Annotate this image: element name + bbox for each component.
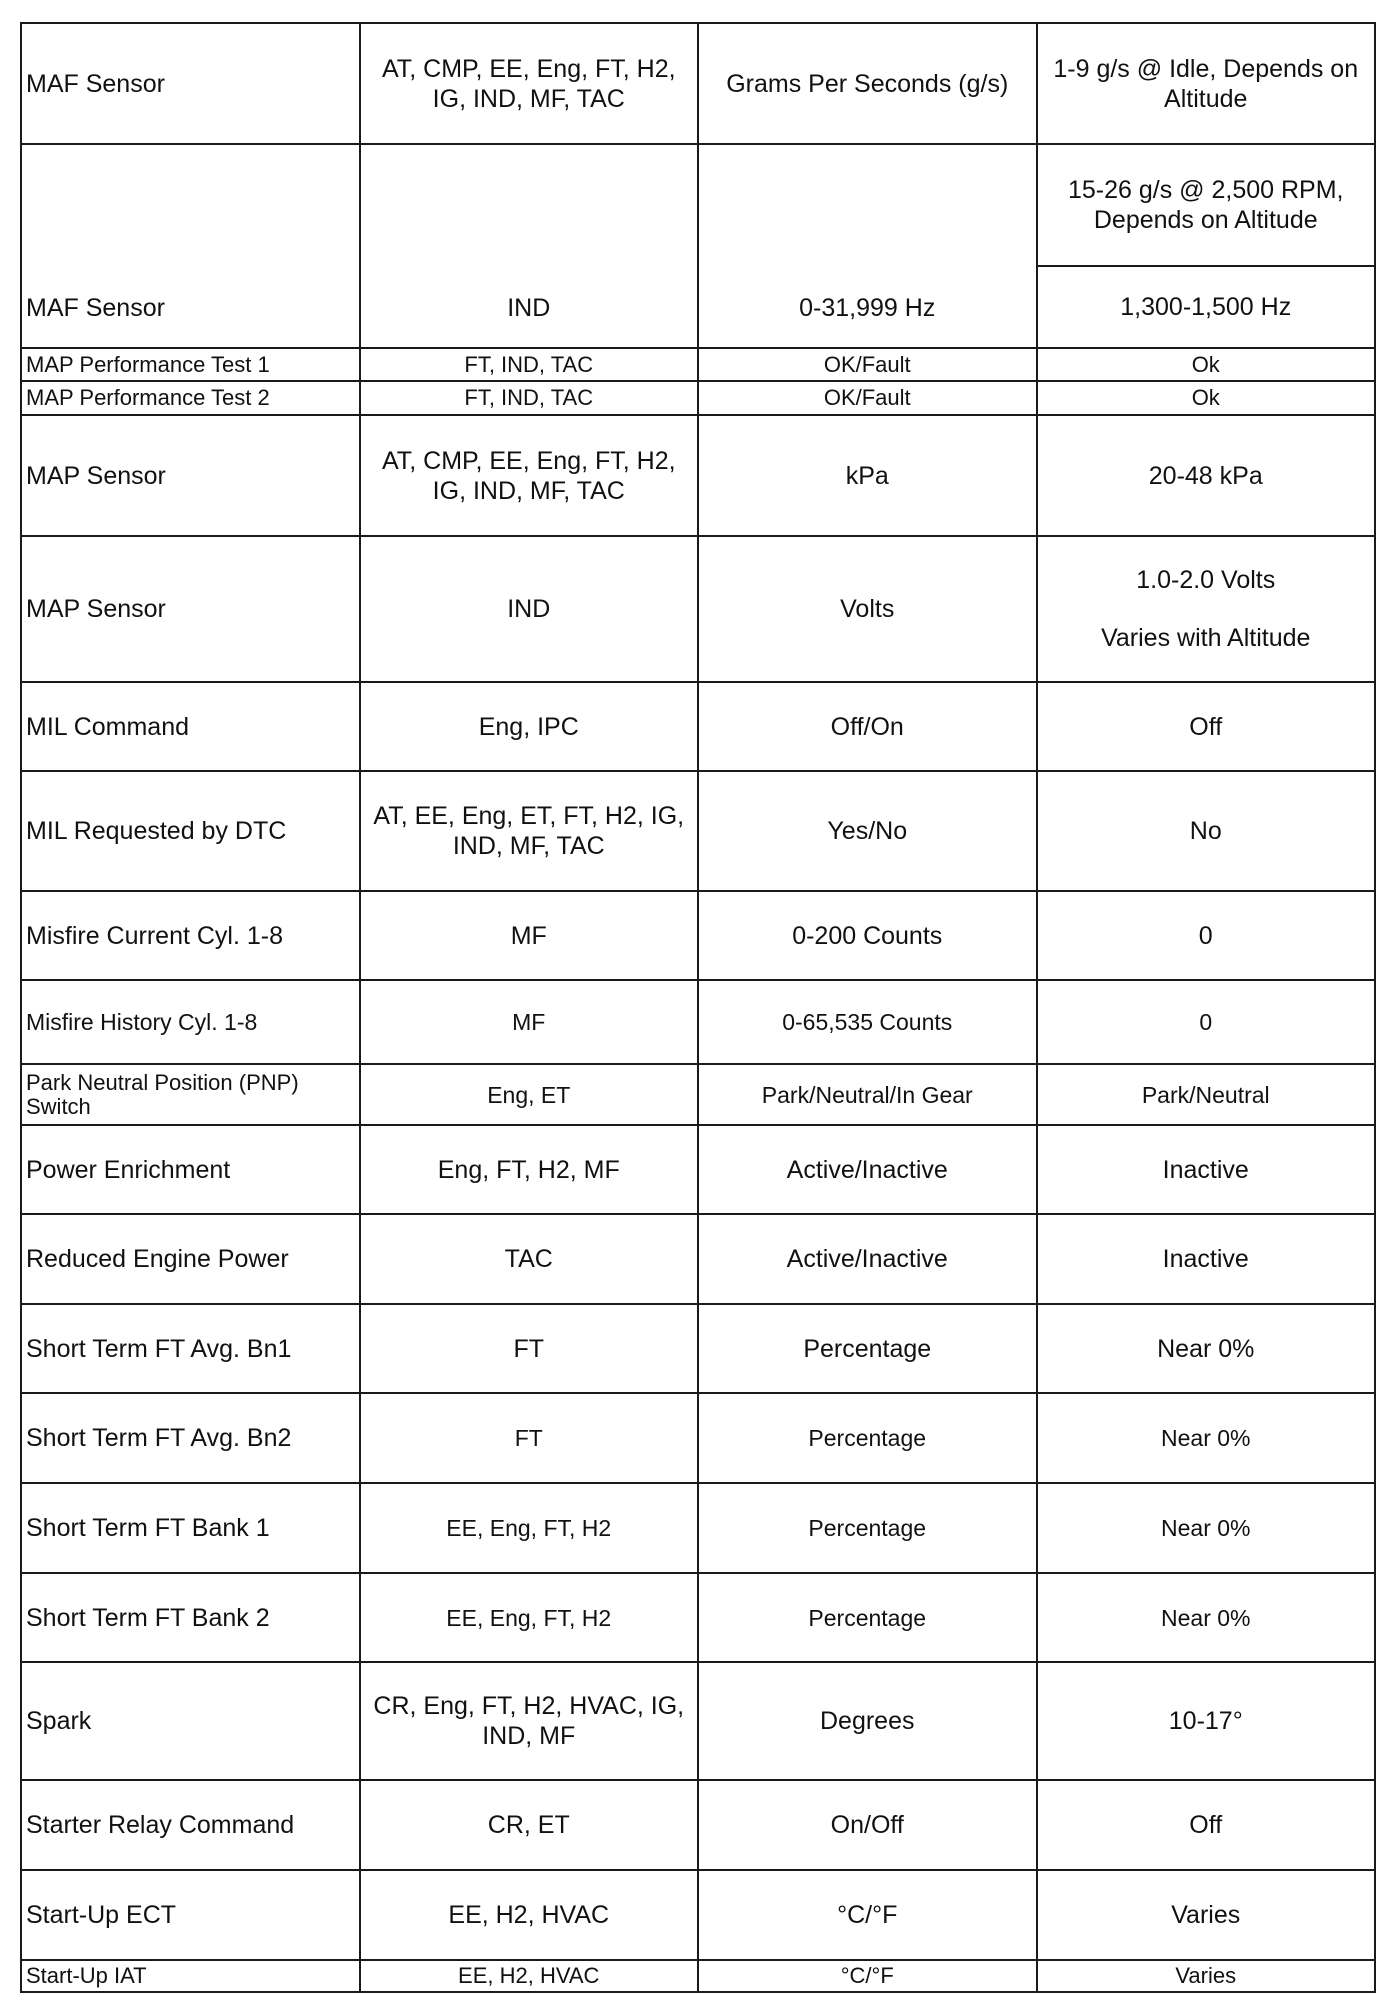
- typical-value: Inactive: [1037, 1214, 1376, 1304]
- table-row: [21, 348, 1375, 381]
- units-displayed: kPa: [698, 415, 1037, 536]
- typical-value-cell: [1037, 536, 1376, 682]
- units-displayed: Active/Inactive: [698, 1125, 1037, 1214]
- typical-value: 1.0-2.0 Volts: [1136, 566, 1276, 594]
- table-row: [21, 1780, 1375, 1870]
- table-row: [21, 381, 1375, 415]
- typical-value: Ok: [1037, 381, 1376, 415]
- data-list: MF: [360, 980, 699, 1064]
- typical-value: Off: [1037, 1780, 1376, 1870]
- typical-value: 1,300-1,500 Hz: [1037, 266, 1376, 348]
- table-row: [21, 1960, 1375, 1992]
- typical-value-note: Varies with Altitude: [1101, 624, 1311, 652]
- typical-value: 1-9 g/s @ Idle, Depends on Altitude: [1037, 23, 1376, 144]
- parameter-name: MIL Requested by DTC: [21, 771, 360, 891]
- units-displayed: Percentage: [698, 1573, 1037, 1662]
- parameter-name: Short Term FT Bank 2: [21, 1573, 360, 1662]
- typical-value: Varies: [1037, 1960, 1376, 1992]
- data-list: FT, IND, TAC: [360, 348, 699, 381]
- table-row: [21, 1573, 1375, 1662]
- table-row: [21, 771, 1375, 891]
- table-row: [21, 23, 1375, 144]
- units-displayed: Percentage: [698, 1304, 1037, 1393]
- typical-value: Near 0%: [1037, 1304, 1376, 1393]
- data-list: AT, CMP, EE, Eng, FT, H2, IG, IND, MF, TAC: [360, 23, 699, 144]
- typical-value: No: [1037, 771, 1376, 891]
- data-list: FT, IND, TAC: [360, 381, 699, 415]
- data-list: Eng, FT, H2, MF: [360, 1125, 699, 1214]
- typical-value: 0: [1037, 980, 1376, 1064]
- units-displayed: °C/°F: [698, 1960, 1037, 1992]
- data-list: EE, H2, HVAC: [360, 1960, 699, 1992]
- units-displayed: Yes/No: [698, 771, 1037, 891]
- units-displayed: OK/Fault: [698, 348, 1037, 381]
- units-displayed: Percentage: [698, 1483, 1037, 1573]
- parameter-name: Start-Up ECT: [21, 1870, 360, 1960]
- parameter-name: MAP Performance Test 2: [21, 381, 360, 415]
- parameter-name: MAP Sensor: [21, 536, 360, 682]
- parameter-table: [20, 22, 1376, 1993]
- units-displayed: Off/On: [698, 682, 1037, 771]
- parameter-name: MAP Performance Test 1: [21, 348, 360, 381]
- typical-value: 10-17°: [1037, 1662, 1376, 1780]
- data-list: FT: [360, 1393, 699, 1483]
- typical-value: 20-48 kPa: [1037, 415, 1376, 536]
- typical-value: 15-26 g/s @ 2,500 RPM, Depends on Altitude: [1037, 144, 1376, 266]
- units-displayed: On/Off: [698, 1780, 1037, 1870]
- units-displayed: 0-200 Counts: [698, 891, 1037, 980]
- units-displayed: Volts: [698, 536, 1037, 682]
- data-list: CR, ET: [360, 1780, 699, 1870]
- table-row: [21, 980, 1375, 1064]
- parameter-name: MAF Sensor: [21, 144, 360, 348]
- data-list: FT: [360, 1304, 699, 1393]
- table-row: [21, 1304, 1375, 1393]
- units-displayed: OK/Fault: [698, 381, 1037, 415]
- typical-value: Near 0%: [1037, 1483, 1376, 1573]
- table-row: [21, 1393, 1375, 1483]
- table-row: [21, 1125, 1375, 1214]
- typical-value: Near 0%: [1037, 1393, 1376, 1483]
- parameter-name: Spark: [21, 1662, 360, 1780]
- units-displayed: Degrees: [698, 1662, 1037, 1780]
- table-row: [21, 1064, 1375, 1125]
- parameter-name: Misfire History Cyl. 1-8: [21, 980, 360, 1064]
- data-list: MF: [360, 891, 699, 980]
- parameter-name: Short Term FT Avg. Bn1: [21, 1304, 360, 1393]
- data-list: CR, Eng, FT, H2, HVAC, IG, IND, MF: [360, 1662, 699, 1780]
- data-list: AT, CMP, EE, Eng, FT, H2, IG, IND, MF, TAC: [360, 415, 699, 536]
- table-row: [21, 144, 1375, 266]
- table-row: [21, 1214, 1375, 1304]
- data-list: EE, Eng, FT, H2: [360, 1573, 699, 1662]
- parameter-name: Misfire Current Cyl. 1-8: [21, 891, 360, 980]
- data-list: Eng, ET: [360, 1064, 699, 1125]
- data-list: AT, EE, Eng, ET, FT, H2, IG, IND, MF, TAC: [360, 771, 699, 891]
- table-row: [21, 682, 1375, 771]
- typical-value: 0: [1037, 891, 1376, 980]
- data-list: TAC: [360, 1214, 699, 1304]
- scan-tool-data-table: [20, 22, 1376, 1993]
- typical-value: Inactive: [1037, 1125, 1376, 1214]
- data-list: EE, Eng, FT, H2: [360, 1483, 699, 1573]
- typical-value: Off: [1037, 682, 1376, 771]
- parameter-name: MIL Command: [21, 682, 360, 771]
- units-displayed: Grams Per Seconds (g/s): [698, 23, 1037, 144]
- units-displayed: 0-31,999 Hz: [698, 144, 1037, 348]
- parameter-name: Park Neutral Position (PNP) Switch: [21, 1064, 360, 1125]
- typical-value: Near 0%: [1037, 1573, 1376, 1662]
- typical-value: Park/Neutral: [1037, 1064, 1376, 1125]
- parameter-name: Short Term FT Bank 1: [21, 1483, 360, 1573]
- table-row: [21, 1870, 1375, 1960]
- units-displayed: Active/Inactive: [698, 1214, 1037, 1304]
- units-displayed: Park/Neutral/In Gear: [698, 1064, 1037, 1125]
- parameter-name: Start-Up IAT: [21, 1960, 360, 1992]
- data-list: Eng, IPC: [360, 682, 699, 771]
- parameter-name: Starter Relay Command: [21, 1780, 360, 1870]
- units-displayed: °C/°F: [698, 1870, 1037, 1960]
- typical-value: Varies: [1037, 1870, 1376, 1960]
- parameter-name: Power Enrichment: [21, 1125, 360, 1214]
- table-row: [21, 536, 1375, 682]
- typical-value: Ok: [1037, 348, 1376, 381]
- data-list: IND: [360, 536, 699, 682]
- table-row: [21, 1662, 1375, 1780]
- parameter-name: Short Term FT Avg. Bn2: [21, 1393, 360, 1483]
- table-row: [21, 415, 1375, 536]
- units-displayed: 0-65,535 Counts: [698, 980, 1037, 1064]
- units-displayed: Percentage: [698, 1393, 1037, 1483]
- data-list: EE, H2, HVAC: [360, 1870, 699, 1960]
- data-list: IND: [360, 144, 699, 348]
- parameter-name: MAP Sensor: [21, 415, 360, 536]
- parameter-name: MAF Sensor: [21, 23, 360, 144]
- table-row: [21, 891, 1375, 980]
- table-row: [21, 1483, 1375, 1573]
- parameter-name: Reduced Engine Power: [21, 1214, 360, 1304]
